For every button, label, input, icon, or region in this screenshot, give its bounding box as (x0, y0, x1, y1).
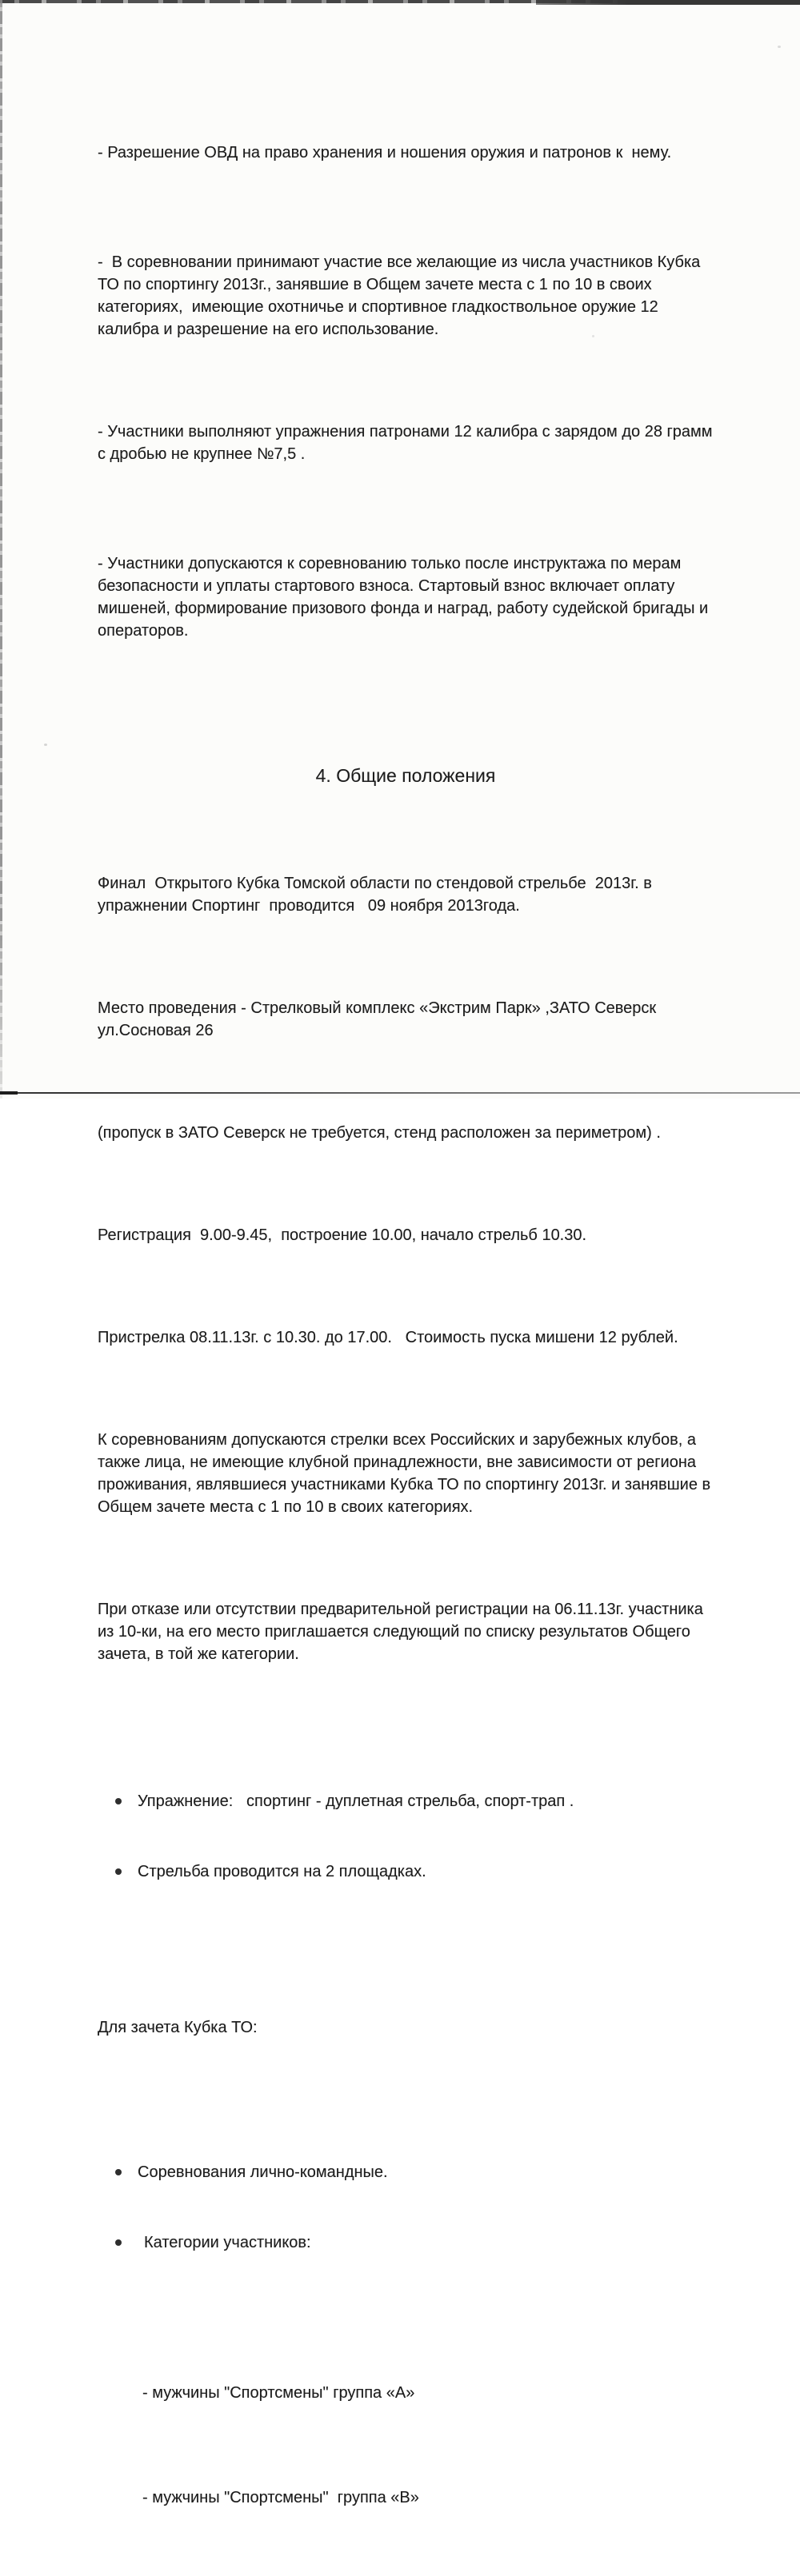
paragraph-pass-note: (пропуск в ЗАТО Северск не требуется, стенд расположен за периметром) . (98, 1124, 661, 1142)
bullet-dot-icon (115, 1868, 122, 1875)
document-body (98, 74, 718, 2576)
list-item (98, 2231, 714, 2254)
list-item-label: Упражнение: спортинг - дуплетная стрельба, спорт-трап . (138, 1792, 574, 1810)
list-item-label: Стрельба проводится на 2 площадках. (138, 1863, 426, 1880)
bullet-dot-icon (115, 1798, 122, 1804)
paragraph-final-date: Финал Открытого Кубка Томской области по стендовой стрельбе 2013г. в упражнении Спортинг проводится 09 ноября 2013года. (98, 875, 657, 915)
category-item-group-a: - мужчины "Спортсмены" группа «А» (142, 2384, 415, 2402)
paragraph-ovd-permission: - Разрешение ОВД на право хранения и ношения оружия и патронов к нему. (98, 144, 672, 161)
scan-speck (44, 744, 47, 746)
list-item (98, 1790, 714, 1812)
category-item-group-b: - мужчины "Спортсмены" группа «В» (142, 2489, 419, 2506)
exercise-bullet-list (98, 1745, 714, 1931)
paragraph-replacement: При отказе или отсутствии предварительной регистрации на 06.11.13г. участника из 10-ки, на его место приглашается следующий по списку результатов Общего зачета, в той же категории. (98, 1601, 708, 1663)
paragraph-zachet-label: Для зачета Кубка ТО: (98, 2019, 258, 2036)
list-item (98, 1860, 714, 1883)
paragraph-ammo-requirements: - Участники выполняют упражнения патронами 12 калибра с зарядом до 28 грамм с дробью не крупнее №7,5 . (98, 423, 718, 463)
paragraph-schedule: Регистрация 9.00-9.45, построение 10.00, начало стрельб 10.30. (98, 1226, 587, 1244)
bullet-dot-icon (115, 2239, 122, 2246)
paragraph-venue: Место проведения - Стрелковый комплекс «Экстрим Парк» ,ЗАТО Северск ул.Сосновая 26 (98, 999, 661, 1039)
list-item-label: Соревнования лично-командные. (138, 2163, 388, 2181)
list-item (98, 2161, 714, 2183)
scan-artifact-left-edge (0, 0, 2, 1099)
bullet-dot-icon (115, 2169, 122, 2175)
paragraph-practice: Пристрелка 08.11.13г. с 10.30. до 17.00. Стоимость пуска мишени 12 рублей. (98, 1329, 678, 1346)
paragraph-safety-fee: - Участники допускаются к соревнованию только после инструктажа по мерам безопасности и уплаты стартового взноса. Стартовый взнос включает оплату мишеней, формирование призового фонда и наград, работу судейской бригады и операторов. (98, 555, 713, 640)
paragraph-admission: К соревнованиям допускаются стрелки всех Российских и зарубежных клубов, а также лица, не имеющие клубной принадлежности, вне зависимости от региона проживания, являвшиеся участниками Кубка ТО по спортингу 2013г. и занявшие в Общем зачете места с 1 по 10 в своих категориях. (98, 1431, 715, 1516)
zachet-bullet-list (98, 2116, 714, 2302)
paragraph-participation-eligibility: - В соревновании принимают участие все желающие из числа участников Кубка ТО по спортингу 2013г., занявшие в Общем зачете места с 1 по 10 в своих категориях, имеющие охотничье и спортивное гладкоствольное оружие 12 калибра и разрешение на его использование. (98, 253, 705, 338)
section-heading: 4. Общие положения (315, 765, 496, 786)
list-item-label: Категории участников: (144, 2234, 311, 2251)
scan-speck (778, 46, 781, 48)
scan-artifact-top-edge (0, 0, 800, 3)
